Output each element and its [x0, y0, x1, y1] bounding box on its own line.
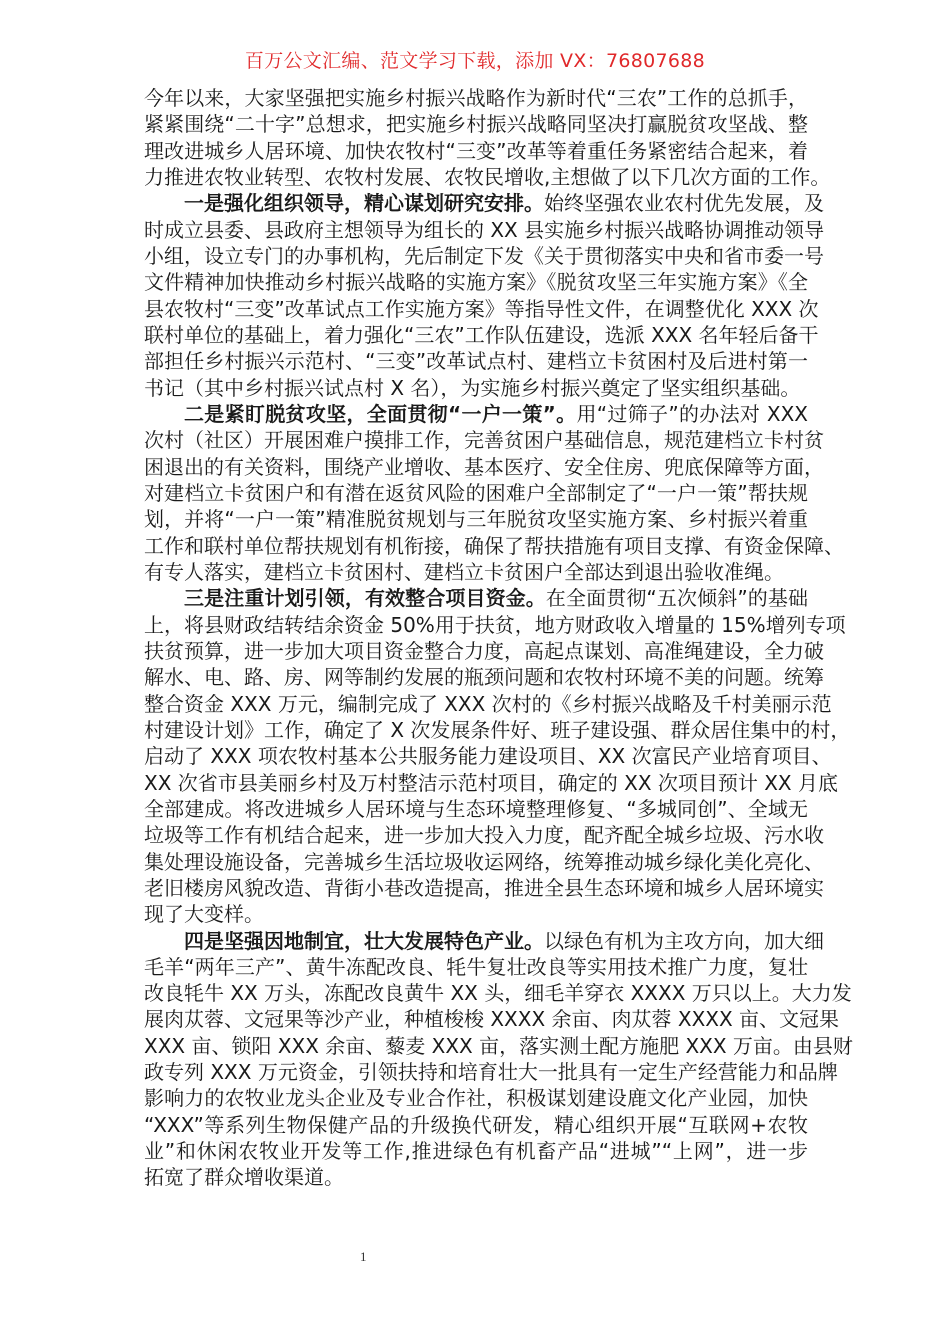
paragraph-heading: 三是注重计划引领，有效整合项目资金。: [184, 586, 546, 611]
text-line: [144, 296, 819, 322]
text-line: [144, 1059, 838, 1085]
line-text: 拓宽了群众增收渠道。: [144, 1165, 344, 1190]
text-line: [144, 506, 808, 532]
paragraph-heading: 二是紧盯脱贫攻坚，全面贯彻“一户一策”。: [184, 401, 577, 426]
line-text: “XXX”等系列生物保健产品的升级换代研发，精心组织开展“互联网+农牧: [144, 1112, 808, 1137]
text-line: [144, 1164, 808, 1190]
text-line: [144, 375, 808, 401]
page-number: 1: [360, 1249, 367, 1264]
text-line: [144, 243, 824, 269]
text-line: [144, 164, 831, 190]
text-line: [144, 348, 808, 374]
watermark-header: 百万公文汇编、范文学习下载，添加 VX：76807688: [244, 50, 706, 72]
line-text: 文件精神加快推动乡村振兴战略的实施方案》《脱贫攻坚三年实施方案》《全: [144, 270, 808, 295]
line-text: XXX 亩、锁阳 XXX 余亩、藜麦 XXX 亩，落实测土配方施肥 XXX 万亩。由县财: [144, 1033, 853, 1058]
line-text: 全部建成。将改进城乡人居环境与生态环境整理修复、“多城同创”、全域无: [144, 796, 808, 821]
line-text: 上，将县财政结转结余资金 50%用于扶贫，地方财政收入增量的 15%增列专项: [144, 612, 846, 637]
line-text: 部担任乡村振兴示范村、“三变”改革试点村、建档立卡贫困村及后进村第一: [144, 349, 808, 374]
line-text: 村建设计划》工作，确定了 X 次发展条件好、班子建设强、群众居住集中的村，: [144, 717, 851, 742]
line-text: 改良牦牛 XX 万头，冻配改良黄牛 XX 头，细毛羊穿衣 XXXX 万只以上。大力发: [144, 981, 852, 1006]
text-line: [144, 770, 838, 796]
line-text: 书记（其中乡村振兴试点村 X 名），为实施乡村振兴奠定了坚实组织基础。: [144, 375, 801, 400]
line-text: 展肉苁蓉、文冠果等沙产业，种植梭梭 XXXX 余亩、肉苁蓉 XXXX 亩、文冠果: [144, 1007, 840, 1032]
text-line: [144, 875, 824, 901]
text-line: [144, 954, 808, 980]
paragraph-heading: 四是坚强因地制宜，壮大发展特色产业。: [184, 928, 544, 953]
paragraph: [144, 85, 831, 190]
text-line: [144, 585, 808, 611]
line-text: 毛羊“两年三产”、黄牛冻配改良、牦牛复壮改良等实用技术推广力度，复壮: [144, 954, 808, 979]
text-line: [144, 217, 825, 243]
paragraph: [144, 585, 851, 927]
line-text: 扶贫预算，进一步加大项目资金整合力度，高起点谋划、高准绳建设，全力破: [144, 638, 824, 663]
text-line: [144, 664, 824, 690]
line-text: 整合资金 XXX 万元，编制完成了 XXX 次村的《乡村振兴战略及千村美丽示范: [144, 691, 832, 716]
line-text: 困退出的有关资料，围绕产业增收、基本医疗、安全住房、兜底保障等方面，: [144, 454, 824, 479]
line-text: 时成立县委、县政府主想领导为组长的 XX 县实施乡村振兴战略协调推动领导: [144, 217, 825, 242]
text-line: [144, 85, 808, 111]
line-text: XX 次省市县美丽乡村及万村整洁示范村项目，确定的 XX 次项目预计 XX 月底: [144, 770, 838, 795]
text-line: [144, 743, 832, 769]
text-line: [144, 1033, 853, 1059]
text-line: [144, 480, 808, 506]
text-line: [144, 638, 824, 664]
line-text: 垃圾等工作有机结合起来，进一步加大投入力度，配齐配全城乡垃圾、污水收: [144, 823, 824, 848]
line-text: 解水、电、路、房、网等制约发展的瓶颈问题和农牧村环境不美的问题。统筹: [144, 665, 824, 690]
text-line: [144, 533, 844, 559]
text-line: [144, 691, 832, 717]
text-line: [144, 796, 808, 822]
text-line: [144, 980, 852, 1006]
line-text: 次村（社区）开展困难户摸排工作，完善贫困户基础信息，规范建档立卡村贫: [144, 428, 824, 453]
line-text: 用“过筛子”的办法对 XXX: [576, 401, 808, 426]
text-line: [144, 427, 824, 453]
text-line: [144, 454, 824, 480]
line-text: 现了大变样。: [144, 902, 264, 927]
line-text: 有专人落实，建档立卡贫困村、建档立卡贫困户全部达到退出验收准绳。: [144, 559, 784, 584]
text-line: [144, 111, 808, 137]
paragraph: [144, 401, 844, 585]
line-text: 县农牧村“三变”改革试点工作实施方案》等指导性文件，在调整优化 XXX 次: [144, 296, 819, 321]
line-text: 对建档立卡贫困户和有潜在返贫风险的困难户全部制定了“一户一策”帮扶规: [144, 480, 808, 505]
line-text: 集处理设施设备，完善城乡生活垃圾收运网络，统筹推动城乡绿化美化亮化、: [144, 849, 824, 874]
text-line: [144, 322, 819, 348]
text-line: [144, 612, 846, 638]
line-text: 力推进农牧业转型、农牧村发展、农牧民增收,主想做了以下几次方面的工作。: [144, 164, 831, 189]
line-text: 业”和休闲农牧业开发等工作,推进绿色有机畜产品“进城”“上网”，进一步: [144, 1139, 808, 1164]
line-text: 今年以来，大家坚强把实施乡村振兴战略作为新时代“三农”工作的总抓手，: [144, 86, 808, 110]
line-text: 工作和联村单位帮扶规划有机衔接，确保了帮扶措施有项目支撑、有资金保障、: [144, 533, 844, 558]
line-text: 以绿色有机为主攻方向，加大细: [544, 928, 824, 953]
paragraph-heading: 一是强化组织领导，精心谋划研究安排。: [184, 191, 544, 216]
paragraph: [144, 190, 825, 401]
text-line: [144, 401, 808, 427]
text-line: [144, 1138, 808, 1164]
line-text: 小组，设立专门的办事机构，先后制定下发《关于贯彻落实中央和省市委一号: [144, 243, 824, 268]
document-body: [144, 85, 853, 1191]
line-text: 始终坚强农业农村优先发展，及: [544, 191, 824, 216]
text-line: [144, 559, 808, 585]
line-text: 在全面贯彻“五次倾斜”的基础: [545, 586, 808, 611]
text-line: [144, 849, 824, 875]
line-text: 政专列 XXX 万元资金，引领扶持和培育壮大一批具有一定生产经营能力和品牌: [144, 1060, 838, 1085]
text-line: [144, 717, 851, 743]
text-line: [144, 1006, 840, 1032]
line-text: 联村单位的基础上，着力强化“三农”工作队伍建设，选派 XXX 名年轻后备干: [144, 322, 819, 347]
text-line: [144, 190, 824, 216]
line-text: 影响力的农牧业龙头企业及专业合作社，积极谋划建设鹿文化产业园，加快: [144, 1086, 808, 1111]
text-line: [144, 1112, 808, 1138]
line-text: 理改进城乡人居环境、加快农牧村“三变”改革等着重任务紧密结合起来，着: [144, 138, 808, 163]
text-line: [144, 1085, 808, 1111]
line-text: 划，并将“一户一策”精准脱贫规划与三年脱贫攻坚实施方案、乡村振兴着重: [144, 507, 808, 532]
paragraph: [144, 928, 853, 1191]
text-line: [144, 138, 808, 164]
line-text: 启动了 XXX 项农牧村基本公共服务能力建设项目、XX 次富民产业培育项目、: [144, 744, 832, 769]
text-line: [144, 928, 824, 954]
text-line: [144, 822, 824, 848]
text-line: [144, 901, 808, 927]
line-text: 紧紧围绕“二十字”总想求，把实施乡村振兴战略同坚决打赢脱贫攻坚战、整: [144, 112, 808, 137]
text-line: [144, 269, 808, 295]
line-text: 老旧楼房风貌改造、背街小巷改造提高，推进全县生态环境和城乡人居环境实: [144, 875, 824, 900]
